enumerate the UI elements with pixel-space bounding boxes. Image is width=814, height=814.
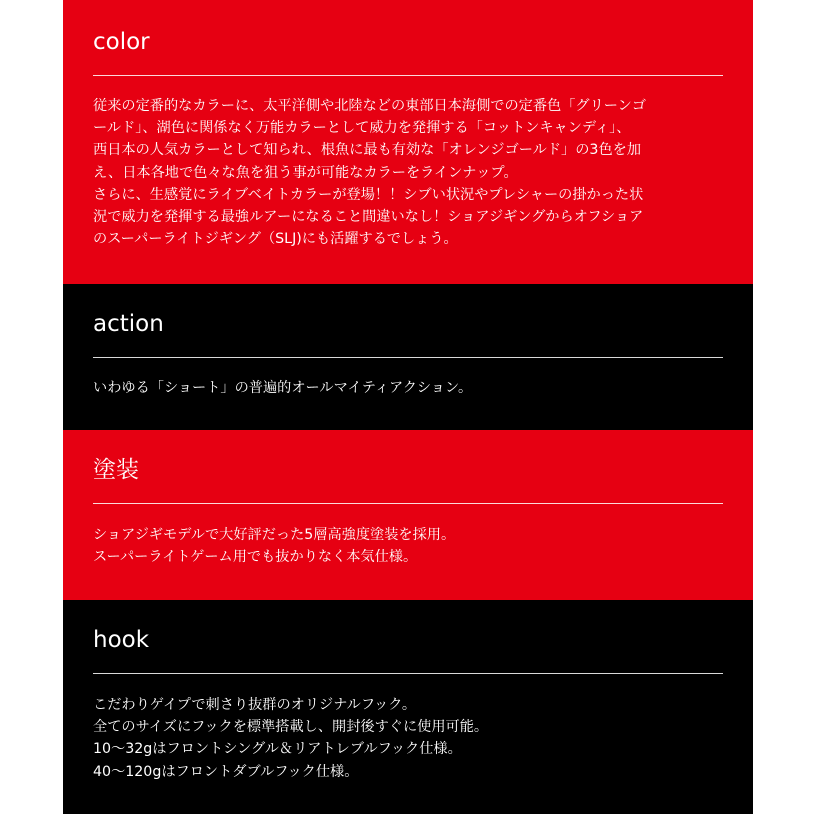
color-description-line: のスーパーライトジギング（SLJ)にも活躍するでしょう。	[93, 231, 458, 248]
hook-description-line: 40～120gはフロントダブルフック仕様。	[93, 763, 359, 780]
hook-section	[63, 600, 753, 814]
hook-description-line: こだわりゲイプで刺さり抜群のオリジナルフック。	[93, 697, 417, 713]
color-description-line: 況で威力を発揮する最強ルアーになること間違いなし！ショアジギングからオフショア	[93, 209, 644, 226]
action-description	[93, 377, 725, 399]
action-section	[63, 284, 753, 430]
color-description	[93, 95, 725, 250]
color-description-line: ールド」、湖色に関係なく万能カラーとして威力を発揮する「コットンキャンディ」、	[93, 120, 631, 137]
product-description-panel	[63, 0, 753, 814]
color-divider	[93, 75, 723, 76]
paint-description-line: スーパーライトゲーム用でも抜かりなく本気仕様。	[93, 549, 418, 566]
paint-section	[63, 430, 753, 600]
action-divider	[93, 357, 723, 358]
color-description-line: え、日本各地で色々な魚を狙う事が可能なカラーをラインナップ。	[93, 164, 518, 181]
paint-description	[93, 524, 725, 568]
color-description-line: 従来の定番的なカラーに、太平洋側や北陸などの東部日本海側での定番色「グリーンゴ	[93, 98, 647, 114]
action-description-line: いわゆる「ショート」の普遍的オールマイティアクション。	[93, 380, 473, 396]
hook-description	[93, 694, 725, 783]
color-section	[63, 0, 753, 284]
hook-divider	[93, 673, 723, 674]
paint-heading: 塗装	[93, 457, 139, 483]
action-heading: action	[93, 311, 164, 337]
paint-divider	[93, 503, 723, 504]
hook-description-line: 全てのサイズにフックを標準搭載し、開封後すぐに使用可能。	[93, 719, 489, 736]
paint-description-line: ショアジギモデルで大好評だった5層高強度塗装を採用。	[93, 527, 456, 543]
color-description-line: 西日本の人気カラーとして知られ、根魚に最も有効な「オレンジゴールド」の3色を加	[93, 142, 642, 159]
color-description-line: さらに、生感覚にライブベイトカラーが登場！！シブい状況やプレシャーの掛かった状	[93, 186, 644, 203]
hook-heading: hook	[93, 627, 150, 653]
color-heading: color	[93, 29, 150, 55]
hook-description-line: 10～32gはフロントシングル＆リアトレブルフック仕様。	[93, 741, 462, 758]
